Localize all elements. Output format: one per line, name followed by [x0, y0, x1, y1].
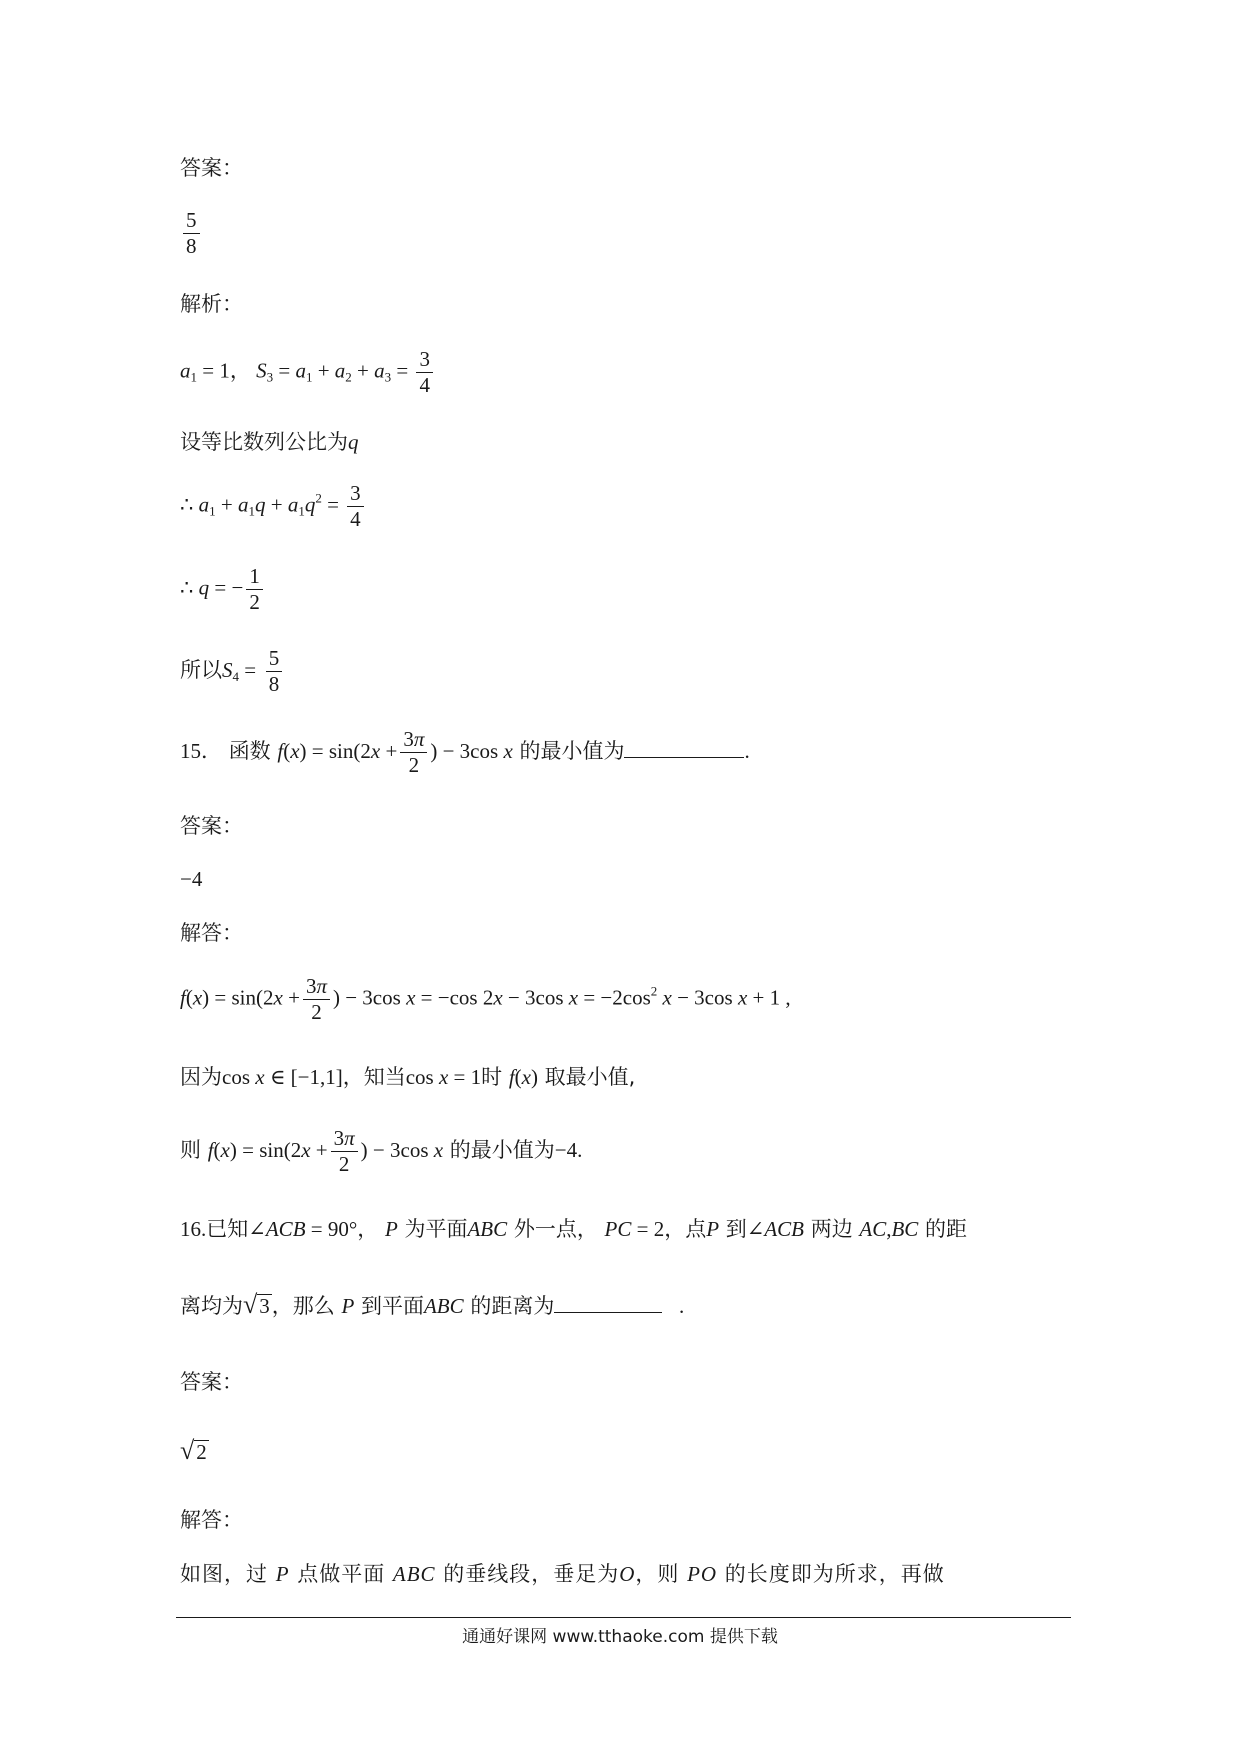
answer-fraction — [180, 209, 203, 258]
cos-range-statement: 因为cos x ∈ [−1,1]，知当cos x = 1时 f(x) 取最小值, — [180, 1065, 636, 1089]
ratio-intro: 设等比数列公比为q — [180, 430, 359, 454]
answer-label: 答案： — [180, 814, 243, 838]
solution-label: 解答： — [180, 921, 243, 945]
equation-s4: 所以$S_4$ = $\frac{5}{8}$ — [180, 647, 285, 696]
equation-q-value: ∴ q = − $\frac{1}{2}$ — [180, 565, 266, 614]
answer-denominator: 8 — [186, 234, 197, 259]
equation-series-sum: ∴ $a_1 + a_1q + a_1q^2$ = $\frac{3}{4}$ — [180, 482, 367, 531]
answer-blank — [624, 757, 744, 758]
problem-15-answer: −4 — [180, 867, 203, 891]
analysis-label: 解析： — [180, 292, 243, 316]
footer-rule — [176, 1617, 1071, 1618]
equation-a1-s3: $a_1 = 1$， $S_3 = a_1 + a_2 + a_3$ = $\frac{3}{4}$ — [180, 348, 436, 397]
equation-f-expansion: f(x) = sin(2x + $\frac{3\pi}{2}$ ) − 3cos x = −cos 2x − 3cos $x = -2\cos^2$ x − 3cos x + 1 , — [180, 974, 791, 1025]
problem-15-conclusion: 则 f(x) = sin(2x + $\frac{3\pi}{2}$ ) − 3cos x 的最小值为−4. — [180, 1126, 583, 1177]
problem-16-stem-line-2: 离均为 √ 3 ，那么 P 到平面ABC 的距离为 . — [180, 1290, 685, 1319]
answer-label: 答案： — [180, 156, 243, 180]
solution-label: 解答： — [180, 1508, 243, 1532]
problem-16-stem-line-1: 16.已知∠ACB = 90°， P 为平面ABC 外一点， PC = 2，点P 到∠ACB 两边 AC,BC 的距 — [180, 1217, 968, 1241]
problem-16-solution-text: 如图，过 P 点做平面 ABC 的垂线段，垂足为O，则 PO 的长度即为所求，再做 — [180, 1562, 945, 1586]
problem-15-stem: 15． 函数 f(x) = sin(2x + $\frac{3\pi}{2}$ ) − 3cos x 的最小值为 . — [180, 727, 750, 778]
problem-16-answer: √ 2 — [180, 1436, 207, 1465]
footer-text: 通通好课网 www.tthaoke.com 提供下载 — [462, 1627, 778, 1647]
answer-label: 答案： — [180, 1370, 243, 1394]
answer-blank — [554, 1312, 662, 1313]
answer-numerator: 5 — [183, 209, 200, 234]
